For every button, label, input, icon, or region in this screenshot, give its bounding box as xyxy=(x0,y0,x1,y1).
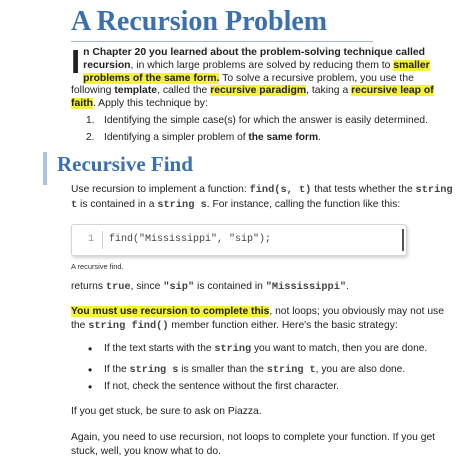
code-string-find: string find() xyxy=(88,319,169,332)
text: . For instance, calling the function like this: xyxy=(206,198,401,210)
bullet-dot: • xyxy=(88,363,93,377)
code-scrollbar[interactable] xyxy=(402,229,404,251)
text: is smaller than the xyxy=(178,364,267,375)
step-text-bold: the same form xyxy=(248,132,319,143)
text: that tests whether the xyxy=(311,184,416,195)
paragraph-rules xyxy=(71,305,453,333)
text: , not loops; you obviously may not use the xyxy=(71,306,444,331)
must-use-recursion-highlight: You must use recursion to complete this xyxy=(71,306,270,317)
code-string: string xyxy=(214,344,252,355)
list-item xyxy=(71,115,451,132)
strategy-list xyxy=(71,343,451,398)
text: If the text starts with the xyxy=(104,343,215,354)
code-gutter-divider xyxy=(102,231,103,249)
steps-list xyxy=(71,115,451,149)
text: , you are also done. xyxy=(315,364,406,375)
intro-text-4: , called the xyxy=(157,85,211,97)
text: you want to match, then you are done. xyxy=(251,343,428,354)
code-line-number: 1 xyxy=(88,234,95,245)
step-text-end: . xyxy=(318,132,321,143)
code-string-t: string t xyxy=(71,184,453,211)
page-title: A Recursion Problem xyxy=(71,6,328,37)
text: Use recursion to implement a function: xyxy=(71,184,250,195)
step-number: 2. xyxy=(86,132,95,143)
code-line: find("Mississippi", "sip"); xyxy=(109,234,272,245)
code-find-signature: find(s, t) xyxy=(249,184,312,196)
code-caption: A recursive find. xyxy=(71,262,124,271)
list-item xyxy=(71,132,451,149)
text: . xyxy=(346,281,349,292)
paragraph-instructions xyxy=(71,183,453,212)
bullet-text xyxy=(104,343,427,355)
text: If the xyxy=(104,364,130,375)
text: is contained in xyxy=(194,281,266,292)
intro-text-5: , taking a xyxy=(306,85,352,97)
text: member function either. Here's the basic strategy: xyxy=(168,319,398,331)
intro-text-3: To solve a recursive problem, you use the following xyxy=(71,72,414,97)
bullet-text xyxy=(104,364,405,376)
code-true: true xyxy=(105,281,131,293)
section-accent-bar xyxy=(43,152,47,185)
intro-leap-of-faith: recursive leap of faith xyxy=(71,85,434,110)
intro-paragraph xyxy=(71,43,447,111)
intro-text-1: n Chapter 20 you learned about the problem-solving technique called xyxy=(83,47,425,58)
code-string-s: string s xyxy=(157,198,207,211)
bullet-dot: • xyxy=(88,342,93,356)
code-mississippi: "Mississippi" xyxy=(265,281,347,293)
intro-recursive-paradigm: recursive paradigm xyxy=(210,85,307,97)
intro-template-term: template xyxy=(114,85,158,97)
code-block xyxy=(71,224,407,256)
list-item xyxy=(71,343,451,360)
list-item xyxy=(71,381,451,398)
intro-text-2: , in which large problems are solved by reducing them to xyxy=(130,59,394,71)
drop-cap: I xyxy=(71,43,81,80)
section-title: Recursive Find xyxy=(57,152,193,176)
bullet-dot: • xyxy=(88,380,93,394)
intro-text-6: . Apply this technique by: xyxy=(92,98,208,110)
text: returns xyxy=(71,281,106,292)
title-underline xyxy=(71,41,373,42)
paragraph-closing: Again, you need to use recursion, not loops to complete your function. If you get stuck, well, you know what to do. xyxy=(71,432,436,457)
code-string-t: string t xyxy=(266,365,316,376)
text: , since xyxy=(130,281,164,292)
paragraph-piazza: If you get stuck, be sure to ask on Piazza. xyxy=(71,406,262,417)
step-text-main: Identifying a simpler problem of xyxy=(104,132,249,143)
intro-recursion-term: recursion xyxy=(83,59,131,71)
paragraph-returns xyxy=(71,280,453,295)
code-sip: "sip" xyxy=(163,281,195,293)
step-text xyxy=(104,132,321,143)
code-string-s: string s xyxy=(129,365,179,376)
list-item xyxy=(71,364,451,381)
step-text: Identifying the simple case(s) for which the answer is easily determined. xyxy=(104,115,428,126)
bullet-text: If not, check the sentence without the first character. xyxy=(104,381,340,392)
text: is contained in a xyxy=(77,198,158,210)
intro-smaller-problems: smaller problems of the same form. xyxy=(83,59,430,84)
step-number: 1. xyxy=(86,115,95,126)
